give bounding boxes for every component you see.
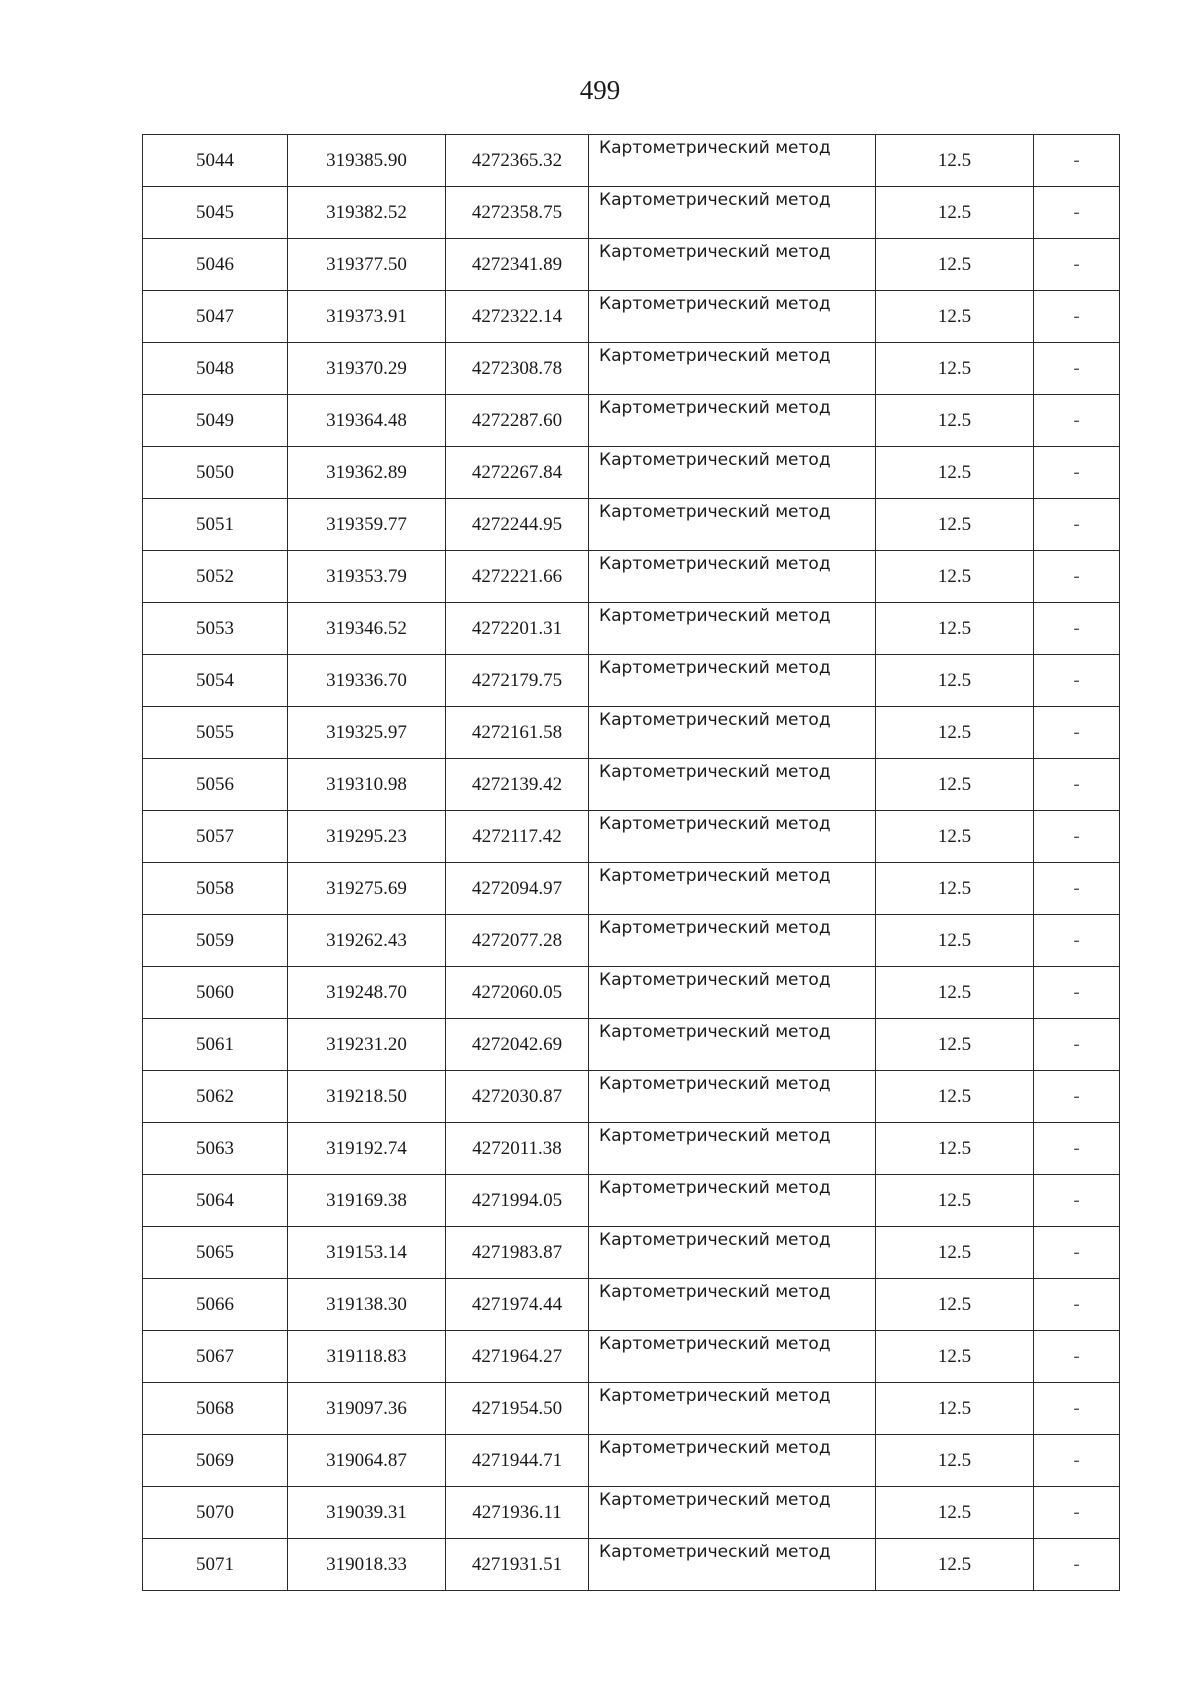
accuracy-cell: 12.5 xyxy=(876,135,1034,187)
accuracy-cell: 12.5 xyxy=(876,187,1034,239)
point-number-cell: 5067 xyxy=(143,1331,288,1383)
x-coordinate-cell: 319153.14 xyxy=(288,1227,446,1279)
table-row xyxy=(143,447,1120,499)
accuracy-cell: 12.5 xyxy=(876,1487,1034,1539)
method-cell: Картометрический метод xyxy=(589,707,876,759)
y-coordinate-cell: 4272201.31 xyxy=(446,603,589,655)
x-coordinate-cell: 319362.89 xyxy=(288,447,446,499)
y-coordinate-cell: 4272030.87 xyxy=(446,1071,589,1123)
note-cell: - xyxy=(1034,1539,1120,1591)
table-row xyxy=(143,1539,1120,1591)
table-row xyxy=(143,1487,1120,1539)
note-cell: - xyxy=(1034,1331,1120,1383)
y-coordinate-cell: 4271964.27 xyxy=(446,1331,589,1383)
x-coordinate-cell: 319370.29 xyxy=(288,343,446,395)
x-coordinate-cell: 319231.20 xyxy=(288,1019,446,1071)
table-row xyxy=(143,759,1120,811)
coordinates-table-body xyxy=(143,135,1120,1591)
method-cell: Картометрический метод xyxy=(589,291,876,343)
accuracy-cell: 12.5 xyxy=(876,1175,1034,1227)
y-coordinate-cell: 4272365.32 xyxy=(446,135,589,187)
point-number-cell: 5062 xyxy=(143,1071,288,1123)
x-coordinate-cell: 319097.36 xyxy=(288,1383,446,1435)
method-cell: Картометрический метод xyxy=(589,863,876,915)
accuracy-cell: 12.5 xyxy=(876,1383,1034,1435)
accuracy-cell: 12.5 xyxy=(876,707,1034,759)
point-number-cell: 5045 xyxy=(143,187,288,239)
method-cell: Картометрический метод xyxy=(589,135,876,187)
table-row xyxy=(143,395,1120,447)
note-cell: - xyxy=(1034,1227,1120,1279)
accuracy-cell: 12.5 xyxy=(876,1435,1034,1487)
x-coordinate-cell: 319382.52 xyxy=(288,187,446,239)
accuracy-cell: 12.5 xyxy=(876,291,1034,343)
y-coordinate-cell: 4271936.11 xyxy=(446,1487,589,1539)
accuracy-cell: 12.5 xyxy=(876,551,1034,603)
point-number-cell: 5050 xyxy=(143,447,288,499)
x-coordinate-cell: 319346.52 xyxy=(288,603,446,655)
x-coordinate-cell: 319373.91 xyxy=(288,291,446,343)
x-coordinate-cell: 319377.50 xyxy=(288,239,446,291)
table-row xyxy=(143,1331,1120,1383)
table-row xyxy=(143,915,1120,967)
method-cell: Картометрический метод xyxy=(589,967,876,1019)
y-coordinate-cell: 4272308.78 xyxy=(446,343,589,395)
note-cell: - xyxy=(1034,863,1120,915)
y-coordinate-cell: 4271974.44 xyxy=(446,1279,589,1331)
y-coordinate-cell: 4272341.89 xyxy=(446,239,589,291)
table-row xyxy=(143,135,1120,187)
note-cell: - xyxy=(1034,655,1120,707)
x-coordinate-cell: 319385.90 xyxy=(288,135,446,187)
x-coordinate-cell: 319325.97 xyxy=(288,707,446,759)
table-row xyxy=(143,1071,1120,1123)
point-number-cell: 5054 xyxy=(143,655,288,707)
point-number-cell: 5061 xyxy=(143,1019,288,1071)
y-coordinate-cell: 4271944.71 xyxy=(446,1435,589,1487)
x-coordinate-cell: 319218.50 xyxy=(288,1071,446,1123)
method-cell: Картометрический метод xyxy=(589,1123,876,1175)
point-number-cell: 5069 xyxy=(143,1435,288,1487)
note-cell: - xyxy=(1034,1383,1120,1435)
point-number-cell: 5065 xyxy=(143,1227,288,1279)
method-cell: Картометрический метод xyxy=(589,1019,876,1071)
table-row xyxy=(143,239,1120,291)
y-coordinate-cell: 4272077.28 xyxy=(446,915,589,967)
table-row xyxy=(143,707,1120,759)
note-cell: - xyxy=(1034,291,1120,343)
table-row xyxy=(143,1279,1120,1331)
note-cell: - xyxy=(1034,239,1120,291)
accuracy-cell: 12.5 xyxy=(876,759,1034,811)
accuracy-cell: 12.5 xyxy=(876,655,1034,707)
x-coordinate-cell: 319359.77 xyxy=(288,499,446,551)
point-number-cell: 5053 xyxy=(143,603,288,655)
page-number: 499 xyxy=(579,75,621,105)
table-row xyxy=(143,603,1120,655)
point-number-cell: 5060 xyxy=(143,967,288,1019)
method-cell: Картометрический метод xyxy=(589,1279,876,1331)
note-cell: - xyxy=(1034,395,1120,447)
table-row xyxy=(143,1227,1120,1279)
point-number-cell: 5059 xyxy=(143,915,288,967)
method-cell: Картометрический метод xyxy=(589,395,876,447)
point-number-cell: 5058 xyxy=(143,863,288,915)
table-row xyxy=(143,1435,1120,1487)
y-coordinate-cell: 4272139.42 xyxy=(446,759,589,811)
point-number-cell: 5071 xyxy=(143,1539,288,1591)
point-number-cell: 5064 xyxy=(143,1175,288,1227)
method-cell: Картометрический метод xyxy=(589,499,876,551)
y-coordinate-cell: 4271983.87 xyxy=(446,1227,589,1279)
y-coordinate-cell: 4272287.60 xyxy=(446,395,589,447)
note-cell: - xyxy=(1034,343,1120,395)
method-cell: Картометрический метод xyxy=(589,1435,876,1487)
note-cell: - xyxy=(1034,1071,1120,1123)
note-cell: - xyxy=(1034,135,1120,187)
x-coordinate-cell: 319169.38 xyxy=(288,1175,446,1227)
y-coordinate-cell: 4272161.58 xyxy=(446,707,589,759)
accuracy-cell: 12.5 xyxy=(876,343,1034,395)
x-coordinate-cell: 319118.83 xyxy=(288,1331,446,1383)
accuracy-cell: 12.5 xyxy=(876,1539,1034,1591)
x-coordinate-cell: 319018.33 xyxy=(288,1539,446,1591)
accuracy-cell: 12.5 xyxy=(876,447,1034,499)
accuracy-cell: 12.5 xyxy=(876,603,1034,655)
note-cell: - xyxy=(1034,499,1120,551)
method-cell: Картометрический метод xyxy=(589,1539,876,1591)
note-cell: - xyxy=(1034,1279,1120,1331)
point-number-cell: 5070 xyxy=(143,1487,288,1539)
y-coordinate-cell: 4272042.69 xyxy=(446,1019,589,1071)
y-coordinate-cell: 4272267.84 xyxy=(446,447,589,499)
accuracy-cell: 12.5 xyxy=(876,1019,1034,1071)
y-coordinate-cell: 4272060.05 xyxy=(446,967,589,1019)
note-cell: - xyxy=(1034,1123,1120,1175)
table-row xyxy=(143,1019,1120,1071)
method-cell: Картометрический метод xyxy=(589,187,876,239)
note-cell: - xyxy=(1034,603,1120,655)
point-number-cell: 5051 xyxy=(143,499,288,551)
y-coordinate-cell: 4272011.38 xyxy=(446,1123,589,1175)
method-cell: Картометрический метод xyxy=(589,759,876,811)
y-coordinate-cell: 4271994.05 xyxy=(446,1175,589,1227)
y-coordinate-cell: 4272322.14 xyxy=(446,291,589,343)
y-coordinate-cell: 4272179.75 xyxy=(446,655,589,707)
point-number-cell: 5052 xyxy=(143,551,288,603)
x-coordinate-cell: 319275.69 xyxy=(288,863,446,915)
accuracy-cell: 12.5 xyxy=(876,239,1034,291)
note-cell: - xyxy=(1034,811,1120,863)
x-coordinate-cell: 319039.31 xyxy=(288,1487,446,1539)
point-number-cell: 5047 xyxy=(143,291,288,343)
method-cell: Картометрический метод xyxy=(589,551,876,603)
coordinates-table xyxy=(142,134,1120,1591)
method-cell: Картометрический метод xyxy=(589,1227,876,1279)
table-row xyxy=(143,1123,1120,1175)
y-coordinate-cell: 4272117.42 xyxy=(446,811,589,863)
note-cell: - xyxy=(1034,187,1120,239)
x-coordinate-cell: 319295.23 xyxy=(288,811,446,863)
method-cell: Картометрический метод xyxy=(589,1383,876,1435)
table-row xyxy=(143,1175,1120,1227)
method-cell: Картометрический метод xyxy=(589,1071,876,1123)
method-cell: Картометрический метод xyxy=(589,915,876,967)
y-coordinate-cell: 4272358.75 xyxy=(446,187,589,239)
point-number-cell: 5056 xyxy=(143,759,288,811)
accuracy-cell: 12.5 xyxy=(876,1279,1034,1331)
x-coordinate-cell: 319353.79 xyxy=(288,551,446,603)
y-coordinate-cell: 4272094.97 xyxy=(446,863,589,915)
table-row xyxy=(143,655,1120,707)
y-coordinate-cell: 4272244.95 xyxy=(446,499,589,551)
x-coordinate-cell: 319248.70 xyxy=(288,967,446,1019)
y-coordinate-cell: 4272221.66 xyxy=(446,551,589,603)
table-row xyxy=(143,499,1120,551)
point-number-cell: 5068 xyxy=(143,1383,288,1435)
point-number-cell: 5057 xyxy=(143,811,288,863)
point-number-cell: 5066 xyxy=(143,1279,288,1331)
point-number-cell: 5049 xyxy=(143,395,288,447)
note-cell: - xyxy=(1034,759,1120,811)
method-cell: Картометрический метод xyxy=(589,811,876,863)
table-row xyxy=(143,1383,1120,1435)
table-row xyxy=(143,551,1120,603)
note-cell: - xyxy=(1034,967,1120,1019)
note-cell: - xyxy=(1034,915,1120,967)
x-coordinate-cell: 319192.74 xyxy=(288,1123,446,1175)
note-cell: - xyxy=(1034,1175,1120,1227)
table-row xyxy=(143,343,1120,395)
accuracy-cell: 12.5 xyxy=(876,1331,1034,1383)
note-cell: - xyxy=(1034,447,1120,499)
accuracy-cell: 12.5 xyxy=(876,863,1034,915)
table-row xyxy=(143,967,1120,1019)
table-row xyxy=(143,863,1120,915)
x-coordinate-cell: 319336.70 xyxy=(288,655,446,707)
table-row xyxy=(143,291,1120,343)
accuracy-cell: 12.5 xyxy=(876,915,1034,967)
method-cell: Картометрический метод xyxy=(589,1175,876,1227)
method-cell: Картометрический метод xyxy=(589,655,876,707)
accuracy-cell: 12.5 xyxy=(876,499,1034,551)
x-coordinate-cell: 319364.48 xyxy=(288,395,446,447)
accuracy-cell: 12.5 xyxy=(876,1071,1034,1123)
method-cell: Картометрический метод xyxy=(589,343,876,395)
point-number-cell: 5046 xyxy=(143,239,288,291)
table-row xyxy=(143,187,1120,239)
x-coordinate-cell: 319310.98 xyxy=(288,759,446,811)
method-cell: Картометрический метод xyxy=(589,1331,876,1383)
y-coordinate-cell: 4271954.50 xyxy=(446,1383,589,1435)
x-coordinate-cell: 319138.30 xyxy=(288,1279,446,1331)
accuracy-cell: 12.5 xyxy=(876,1227,1034,1279)
note-cell: - xyxy=(1034,707,1120,759)
note-cell: - xyxy=(1034,1019,1120,1071)
table-row xyxy=(143,811,1120,863)
point-number-cell: 5063 xyxy=(143,1123,288,1175)
note-cell: - xyxy=(1034,1435,1120,1487)
note-cell: - xyxy=(1034,551,1120,603)
accuracy-cell: 12.5 xyxy=(876,811,1034,863)
method-cell: Картометрический метод xyxy=(589,603,876,655)
y-coordinate-cell: 4271931.51 xyxy=(446,1539,589,1591)
point-number-cell: 5055 xyxy=(143,707,288,759)
point-number-cell: 5044 xyxy=(143,135,288,187)
method-cell: Картометрический метод xyxy=(589,1487,876,1539)
accuracy-cell: 12.5 xyxy=(876,1123,1034,1175)
point-number-cell: 5048 xyxy=(143,343,288,395)
method-cell: Картометрический метод xyxy=(589,239,876,291)
note-cell: - xyxy=(1034,1487,1120,1539)
x-coordinate-cell: 319064.87 xyxy=(288,1435,446,1487)
accuracy-cell: 12.5 xyxy=(876,395,1034,447)
x-coordinate-cell: 319262.43 xyxy=(288,915,446,967)
method-cell: Картометрический метод xyxy=(589,447,876,499)
accuracy-cell: 12.5 xyxy=(876,967,1034,1019)
